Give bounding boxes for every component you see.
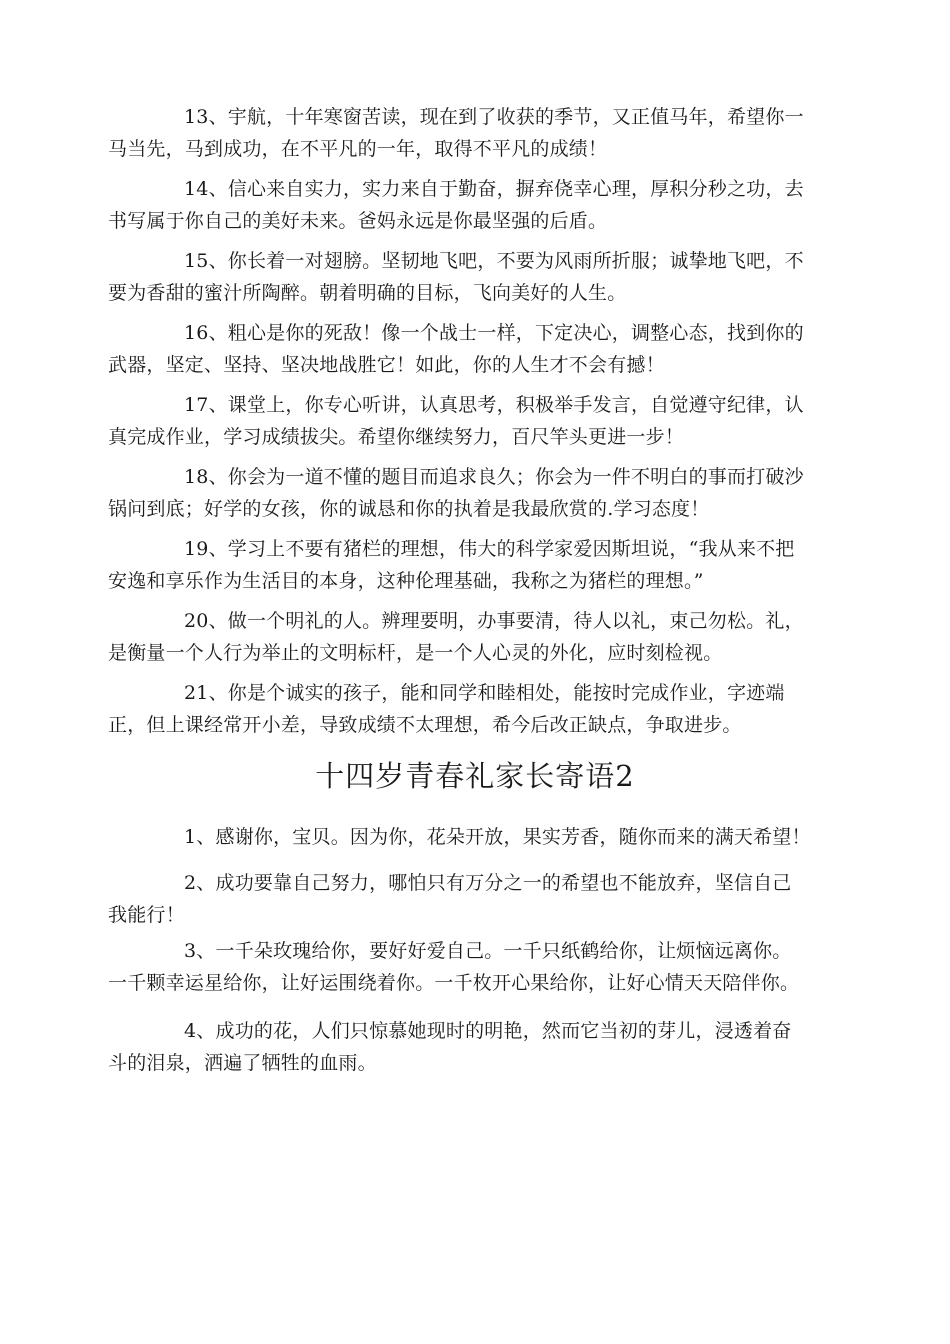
paragraph-s2-4 <box>108 1015 843 1079</box>
paragraph-line: 2、成功要靠自己努力，哪怕只有万分之一的希望也不能放弃，坚信自己 <box>184 872 792 894</box>
paragraph-line: 锅问到底；好学的女孩，你的诚恳和你的执着是我最欣赏的.学习态度！ <box>108 498 710 520</box>
paragraph-line: 1、感谢你，宝贝。因为你，花朵开放，果实芳香，随你而来的满天希望！ <box>184 826 811 848</box>
paragraph-line: 14、信心来自实力，实力来自于勤奋，摒弃侥幸心理，厚积分秒之功，去 <box>184 178 804 200</box>
paragraph-line: 武器，坚定、坚持、坚决地战胜它！如此，你的人生才不会有撼！ <box>108 354 665 376</box>
paragraph-line: 4、成功的花，人们只惊慕她现时的明艳，然而它当初的芽儿，浸透着奋 <box>184 1020 792 1042</box>
paragraph-line: 15、你长着一对翅膀。坚韧地飞吧，不要为风雨所折服；诚挚地飞吧，不 <box>184 250 804 272</box>
paragraph-line: 16、粗心是你的死敌！像一个战士一样，下定决心，调整心态，找到你的 <box>184 322 804 344</box>
paragraph-15 <box>108 245 843 309</box>
paragraph-s2-2 <box>108 867 843 931</box>
paragraph-line: 是衡量一个人行为举止的文明标杆，是一个人心灵的外化，应时刻检视。 <box>108 642 723 664</box>
paragraph-line: 一千颗幸运星给你，让好运围绕着你。一千枚开心果给你，让好心情天天陪伴你。 <box>108 972 800 994</box>
paragraph-line: 18、你会为一道不懂的题目而追求良久；你会为一件不明白的事而打破沙 <box>184 466 804 488</box>
paragraph-14 <box>108 173 843 237</box>
paragraph-line: 马当先，马到成功，在不平凡的一年，取得不平凡的成绩！ <box>108 138 608 160</box>
paragraph-line: 17、课堂上，你专心听讲，认真思考，积极举手发言，自觉遵守纪律，认 <box>184 394 804 416</box>
paragraph-line: 19、学习上不要有猪栏的理想，伟大的科学家爱因斯坦说，“我从来不把 <box>184 538 795 560</box>
paragraph-line: 斗的泪泉，洒遍了牺牲的血雨。 <box>108 1052 377 1074</box>
paragraph-18 <box>108 461 843 525</box>
paragraph-line: 书写属于你自己的美好未来。爸妈永远是你最坚强的后盾。 <box>108 210 608 232</box>
paragraph-line: 安逸和享乐作为生活目的本身，这种伦理基础，我称之为猪栏的理想。” <box>108 570 704 592</box>
paragraph-16 <box>108 317 843 381</box>
paragraph-line: 我能行！ <box>108 904 185 926</box>
paragraph-line: 真完成作业，学习成绩拔尖。希望你继续努力，百尺竿头更进一步！ <box>108 426 685 448</box>
paragraph-line: 20、做一个明礼的人。辨理要明，办事要清，待人以礼，束己勿松。礼， <box>184 610 804 632</box>
paragraph-20 <box>108 605 843 669</box>
paragraph-line: 正，但上课经常开小差，导致成绩不太理想，希今后改正缺点，争取进步。 <box>108 714 742 736</box>
paragraph-line: 3、一千朵玫瑰给你，要好好爱自己。一千只纸鹤给你，让烦恼远离你。 <box>184 940 792 962</box>
paragraph-17 <box>108 389 843 453</box>
paragraph-line: 13、宇航，十年寒窗苦读，现在到了收获的季节，又正值马年，希望你一 <box>184 106 804 128</box>
paragraph-line: 21、你是个诚实的孩子，能和同学和睦相处，能按时完成作业，字迹端 <box>184 682 785 704</box>
section-heading: 十四岁青春礼家长寄语2 <box>315 759 635 793</box>
paragraph-21 <box>108 677 843 741</box>
paragraph-s2-1 <box>108 821 843 853</box>
paragraph-line: 要为香甜的蜜汁所陶醉。朝着明确的目标，飞向美好的人生。 <box>108 282 627 304</box>
paragraph-s2-3 <box>108 935 843 999</box>
paragraph-19 <box>108 533 843 597</box>
paragraph-13 <box>108 101 843 165</box>
